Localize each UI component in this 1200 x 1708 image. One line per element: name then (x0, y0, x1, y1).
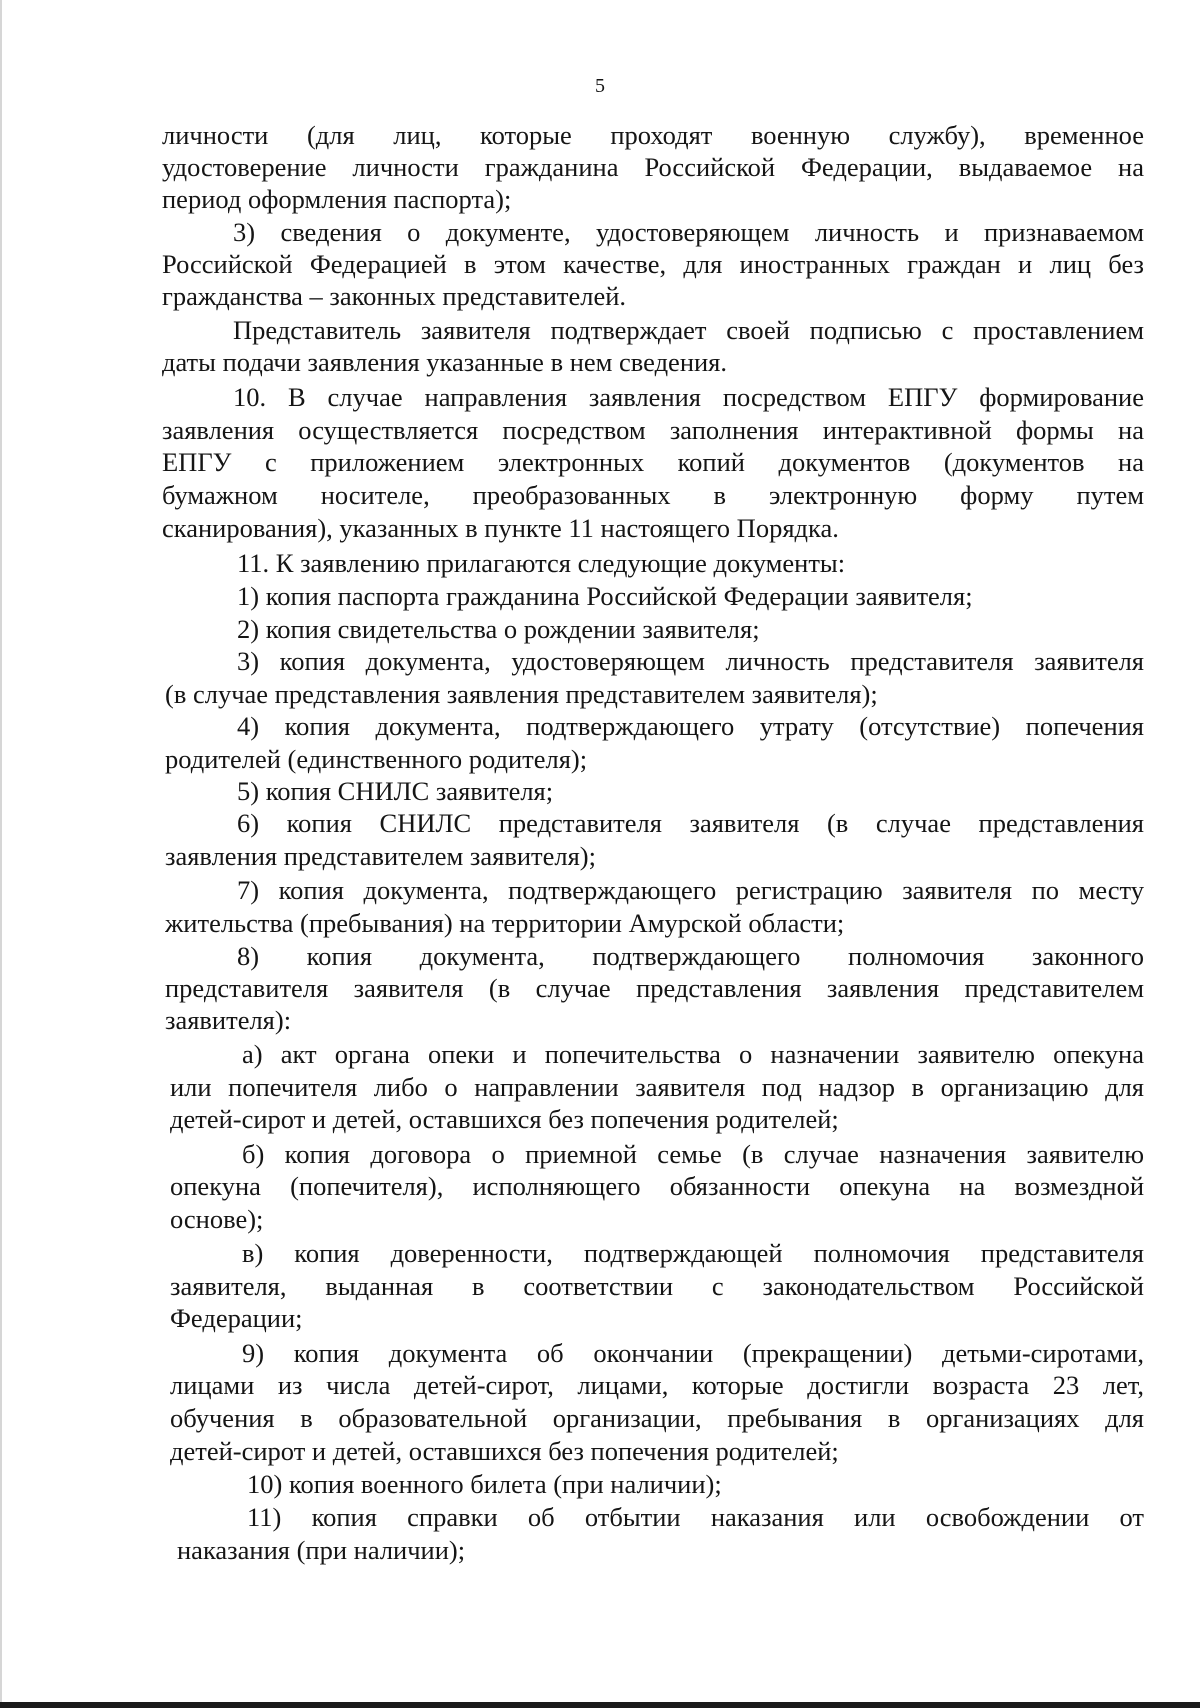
text-line: 1) копия паспорта гражданина Российской Федерации заявителя; (237, 581, 973, 611)
text-line: гражданства – законных представителей. (162, 281, 627, 311)
text-line: родителей (единственного родителя); (165, 744, 588, 774)
text-line: в) копия доверенности, подтверждающей полномочия представителя (242, 1238, 1144, 1268)
text-line: б) копия договора о приемной семье (в случае назначения заявителю (242, 1139, 1144, 1169)
text-line: 9) копия документа об окончании (прекращении) детьми-сиротами, (242, 1338, 1144, 1368)
text-line: 6) копия СНИЛС представителя заявителя (в случае представления (237, 808, 1144, 838)
text-line: 3) копия документа, удостоверяющем личность представителя заявителя (237, 646, 1144, 676)
text-line: основе); (170, 1204, 264, 1234)
text-line: 10) копия военного билета (при наличии); (247, 1469, 722, 1499)
page-number: 5 (595, 75, 605, 97)
text-line: представителя заявителя (в случае представления заявления представителем (165, 973, 1144, 1003)
text-line: 8) копия документа, подтверждающего полномочия законного (237, 941, 1144, 971)
text-line: Российской Федерацией в этом качестве, для иностранных граждан и лиц без (162, 249, 1144, 279)
text-line: обучения в образовательной организации, пребывания в организациях для (170, 1403, 1144, 1433)
text-line: наказания (при наличии); (177, 1535, 466, 1565)
text-line: сканирования), указанных в пункте 11 настоящего Порядка. (162, 513, 839, 543)
text-line: ЕПГУ с приложением электронных копий документов (документов на (162, 447, 1144, 477)
text-line: 11) копия справки об отбытии наказания или освобождении от (247, 1502, 1144, 1532)
text-line: 3) сведения о документе, удостоверяющем личность и признаваемом (233, 217, 1144, 247)
text-line: или попечителя либо о направлении заявителя под надзор в организацию для (170, 1072, 1144, 1102)
text-line: заявителя): (165, 1005, 292, 1035)
text-line: личности (для лиц, которые проходят военную службу), временное (162, 120, 1144, 150)
text-line: детей-сирот и детей, оставшихся без попечения родителей; (170, 1436, 839, 1466)
text-line: 7) копия документа, подтверждающего регистрацию заявителя по месту (237, 875, 1144, 905)
text-line: лицами из числа детей-сирот, лицами, которые достигли возраста 23 лет, (170, 1370, 1144, 1400)
text-line: опекуна (попечителя), исполняющего обязанности опекуна на возмездной (170, 1171, 1144, 1201)
scan-left-edge (0, 0, 2, 1708)
text-line: Федерации; (170, 1303, 303, 1333)
text-line: заявления осуществляется посредством заполнения интерактивной формы на (162, 415, 1144, 445)
text-line: бумажном носителе, преобразованных в электронную форму путем (162, 480, 1144, 510)
text-line: заявителя, выданная в соответствии с законодательством Российской (170, 1271, 1144, 1301)
text-line: заявления представителем заявителя); (165, 841, 596, 871)
text-line: 2) копия свидетельства о рождении заявителя; (237, 614, 760, 644)
text-line: даты подачи заявления указанные в нем сведения. (162, 347, 728, 377)
text-line: жительства (пребывания) на территории Амурской области; (165, 908, 845, 938)
scan-bottom-edge (0, 1702, 1200, 1708)
text-line: детей-сирот и детей, оставшихся без попечения родителей; (170, 1104, 839, 1134)
text-line: период оформления паспорта); (162, 184, 512, 214)
text-line: 11. К заявлению прилагаются следующие документы: (237, 548, 846, 578)
text-line: а) акт органа опеки и попечительства о назначении заявителю опекуна (242, 1039, 1144, 1069)
text-line: (в случае представления заявления представителем заявителя); (165, 679, 878, 709)
text-line: Представитель заявителя подтверждает своей подписью с проставлением (233, 315, 1144, 345)
text-line: удостоверение личности гражданина Российской Федерации, выдаваемое на (162, 152, 1144, 182)
text-line: 4) копия документа, подтверждающего утрату (отсутствие) попечения (237, 711, 1144, 741)
text-line: 10. В случае направления заявления посредством ЕПГУ формирование (233, 382, 1144, 412)
text-line: 5) копия СНИЛС заявителя; (237, 776, 554, 806)
